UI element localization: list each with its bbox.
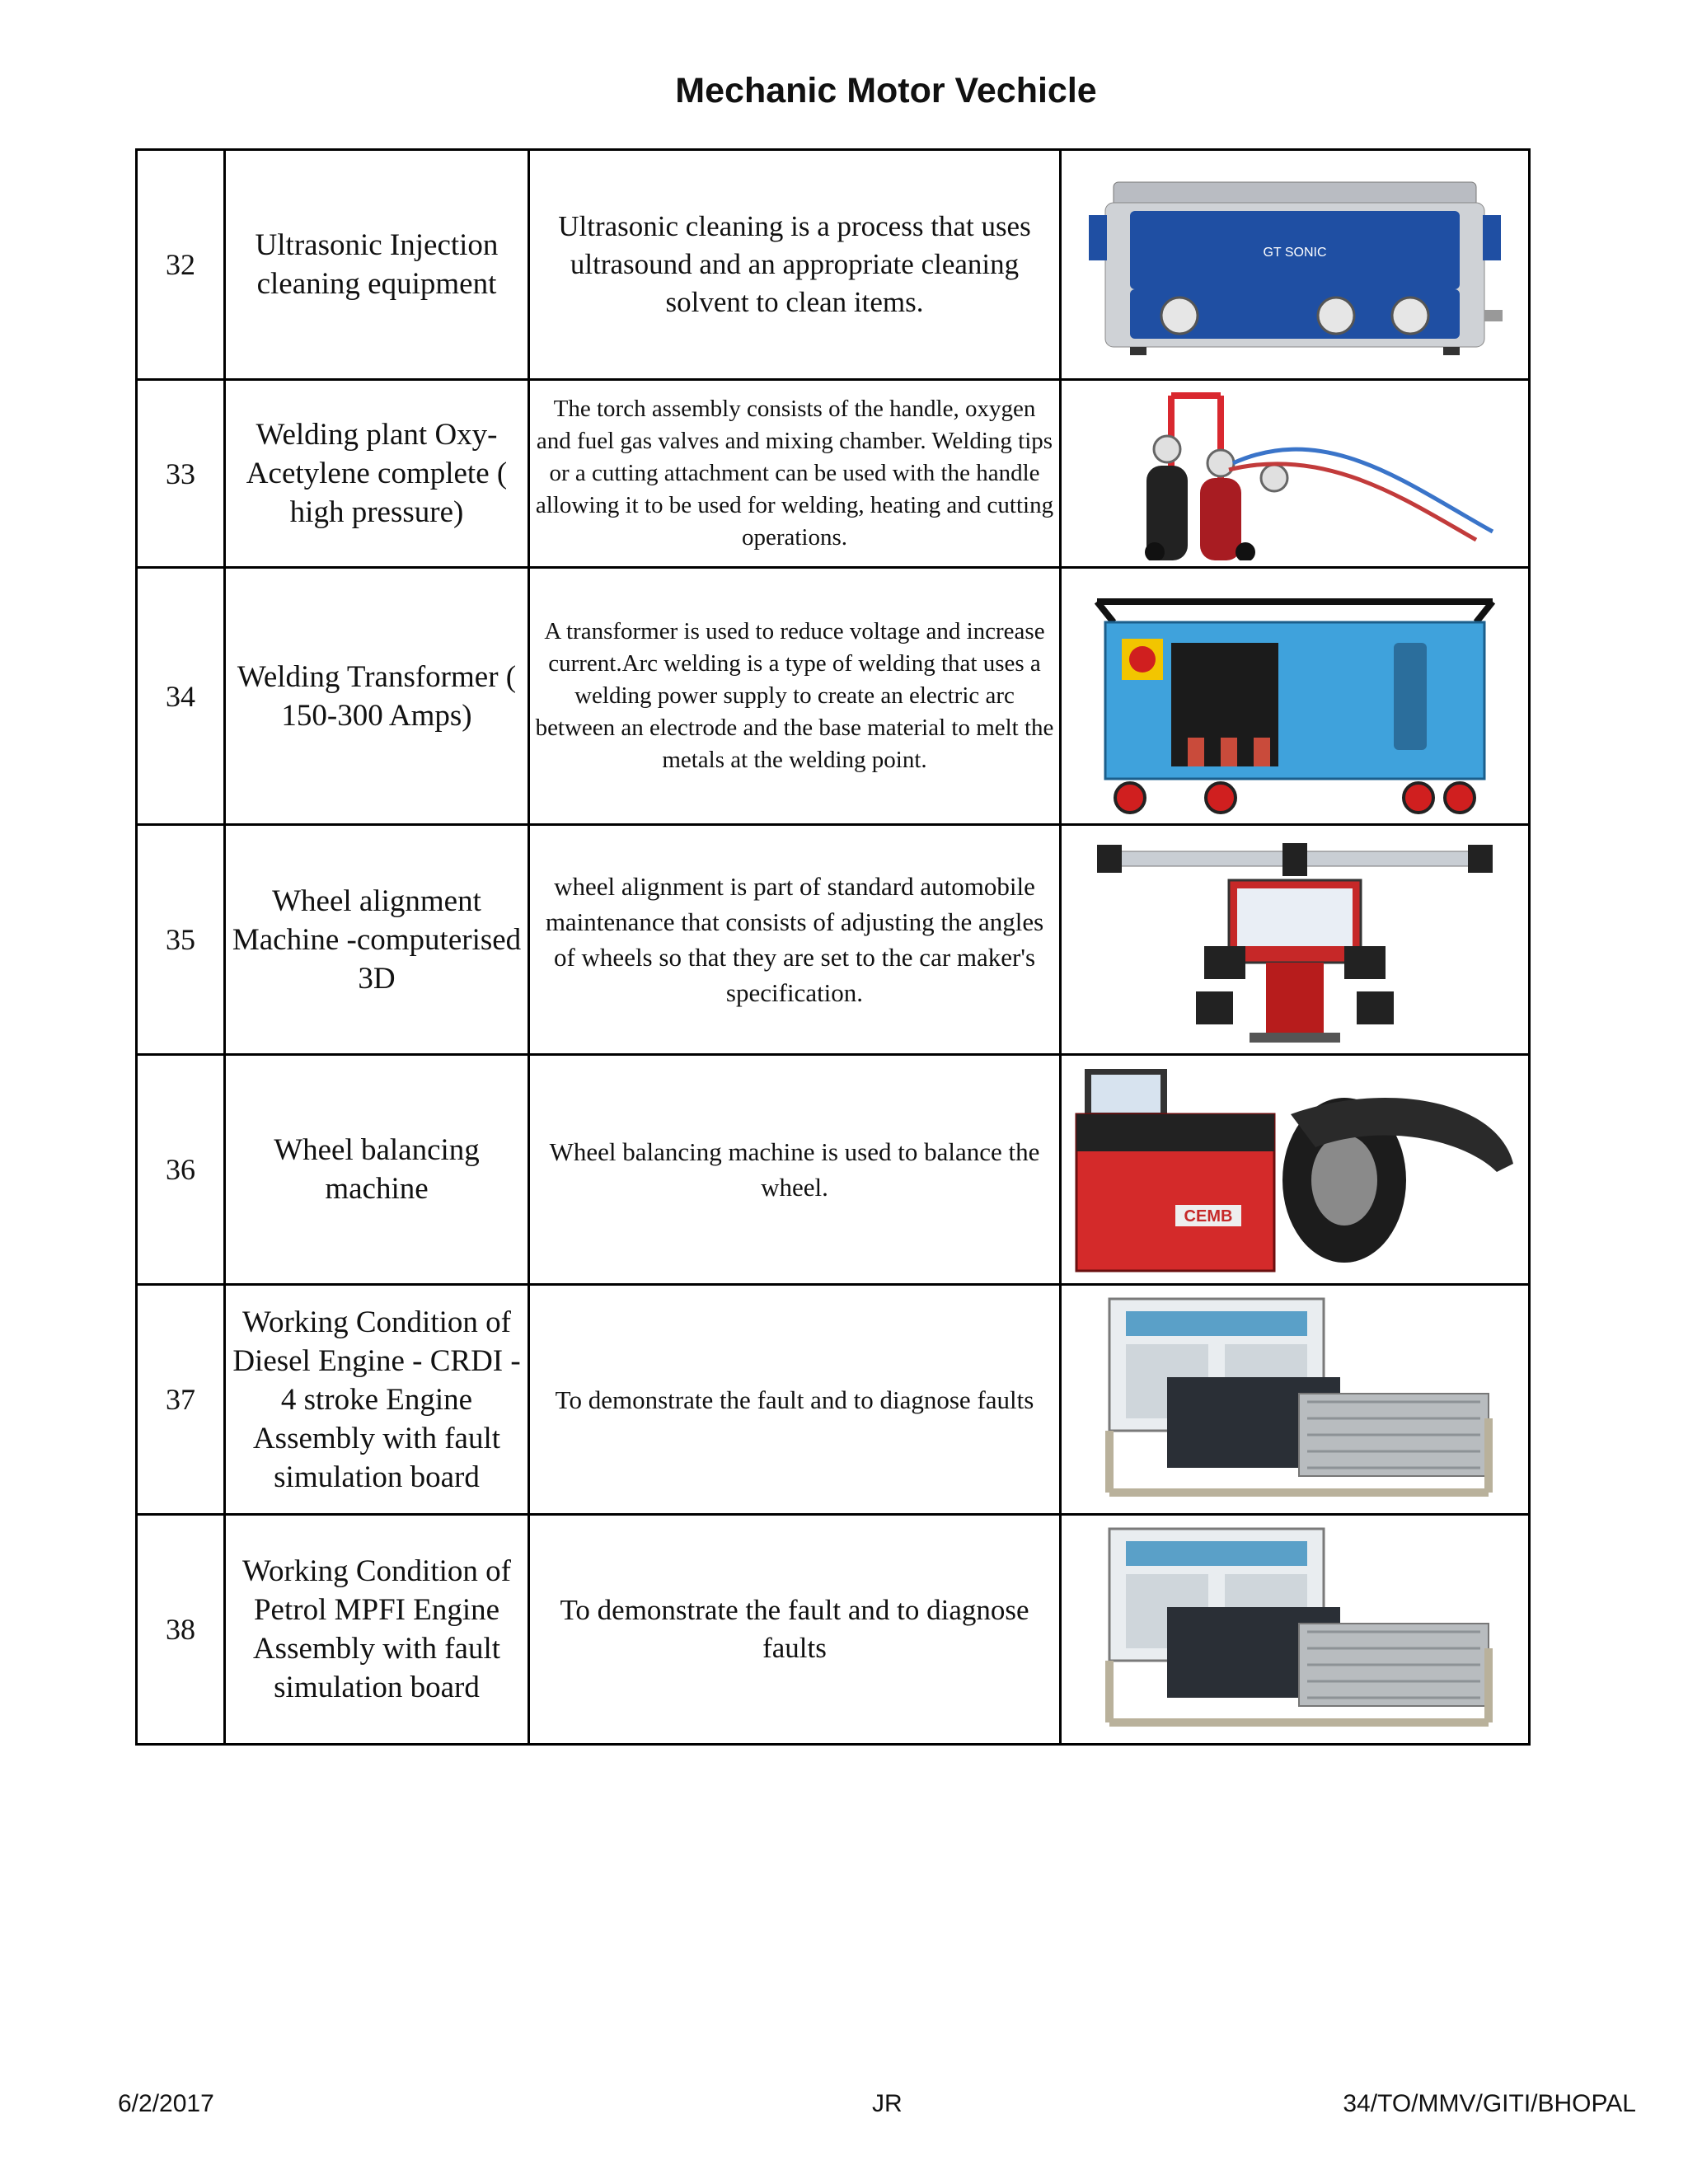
welding-transformer-image [1081, 577, 1509, 816]
equipment-description: A transformer is used to reduce voltage and increase current.Arc welding is a type of welding that uses a welding power supply to create an electric arc between an electrode and the base material to melt the metals at the welding point. [529, 568, 1061, 825]
equipment-image-cell [1061, 380, 1530, 568]
petrol-engine-trainer-image [1076, 1525, 1513, 1735]
page-title: Mechanic Motor Vechicle [675, 71, 1097, 110]
equipment-image-cell [1061, 1055, 1530, 1285]
wheel-alignment-machine-image [1072, 835, 1517, 1045]
equipment-image-cell [1061, 568, 1530, 825]
row-number: 35 [137, 825, 225, 1055]
equipment-name: Working Condition of Petrol MPFI Engine Assembly with fault simulation board [225, 1515, 529, 1745]
equipment-image-cell [1061, 1285, 1530, 1515]
equipment-name: Working Condition of Diesel Engine - CRDI - 4 stroke Engine Assembly with fault simulation board [225, 1285, 529, 1515]
equipment-image-cell [1061, 825, 1530, 1055]
row-number: 37 [137, 1285, 225, 1515]
table-row [137, 1285, 1530, 1515]
footer-initials: JR [872, 2090, 903, 2117]
equipment-description: Ultrasonic cleaning is a process that uses ultrasound and an appropriate cleaning solvent to clean items. [529, 150, 1061, 380]
oxy-acetylene-cylinders-image [1081, 387, 1509, 560]
row-number: 36 [137, 1055, 225, 1285]
row-number: 38 [137, 1515, 225, 1745]
row-number: 33 [137, 380, 225, 568]
equipment-image-cell [1061, 150, 1530, 380]
table-row [137, 150, 1530, 380]
equipment-description: To demonstrate the fault and to diagnose faults [529, 1285, 1061, 1515]
footer-reference: 34/TO/MMV/GITI/BHOPAL [1343, 2090, 1636, 2117]
equipment-name: Welding Transformer ( 150-300 Amps) [225, 568, 529, 825]
equipment-name: Wheel balancing machine [225, 1055, 529, 1285]
brand-label: CEMB [1184, 1207, 1233, 1226]
ultrasonic-cleaner-image [1081, 166, 1509, 363]
wheel-balancer-image [1068, 1065, 1522, 1275]
diesel-engine-trainer-image [1076, 1295, 1513, 1505]
equipment-name: Wheel alignment Machine -computerised 3D [225, 825, 529, 1055]
table-row [137, 568, 1530, 825]
equipment-description: To demonstrate the fault and to diagnose faults [529, 1515, 1061, 1745]
table-row [137, 1055, 1530, 1285]
row-number: 32 [137, 150, 225, 380]
table-row [137, 380, 1530, 568]
equipment-name: Welding plant Oxy-Acetylene complete ( high pressure) [225, 380, 529, 568]
brand-label: GT SONIC [1263, 246, 1327, 260]
equipment-name: Ultrasonic Injection cleaning equipment [225, 150, 529, 380]
row-number: 34 [137, 568, 225, 825]
equipment-description: The torch assembly consists of the handle, oxygen and fuel gas valves and mixing chamber. Welding tips or a cutting attachment can be used with the handle allowing it to be used for welding, heating and cutting operations. [529, 380, 1061, 568]
equipment-description: Wheel balancing machine is used to balance the wheel. [529, 1055, 1061, 1285]
footer-date: 6/2/2017 [118, 2090, 214, 2117]
equipment-image-cell [1061, 1515, 1530, 1745]
equipment-table [135, 148, 1531, 1746]
equipment-description: wheel alignment is part of standard automobile maintenance that consists of adjusting the angles of wheels so that they are set to the car maker's specification. [529, 825, 1061, 1055]
table-row [137, 1515, 1530, 1745]
table-row [137, 825, 1530, 1055]
